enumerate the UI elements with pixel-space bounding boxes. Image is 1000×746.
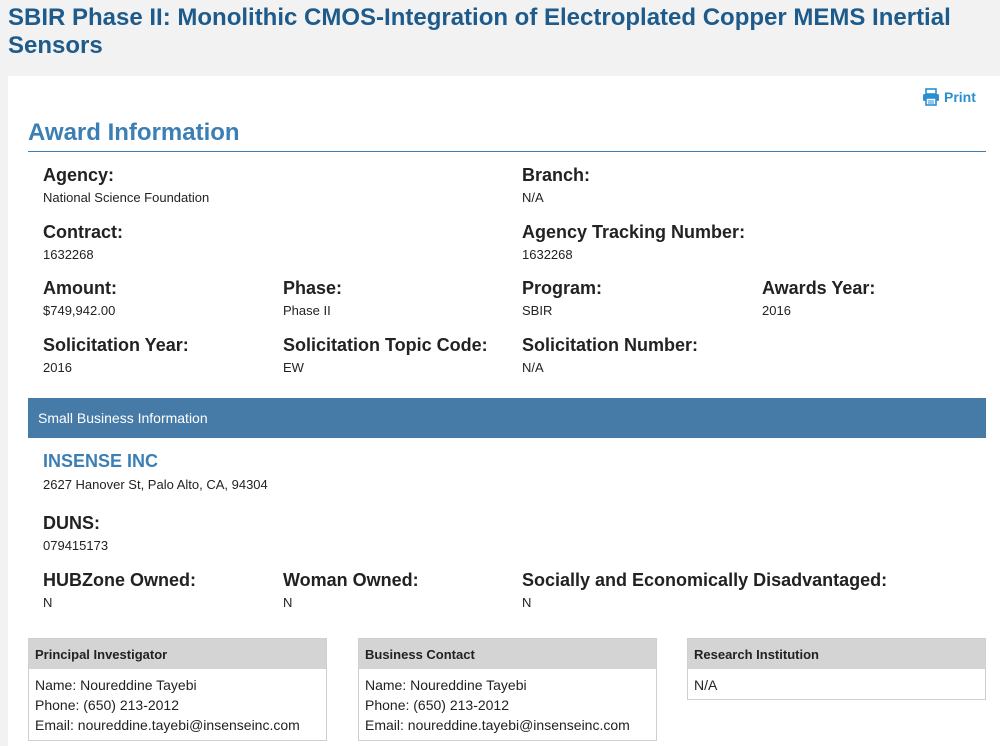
agency-value: National Science Foundation bbox=[43, 190, 210, 205]
bc-phone: Phone: (650) 213-2012 bbox=[365, 697, 509, 713]
awards-year-value: 2016 bbox=[762, 303, 791, 318]
pi-name: Name: Noureddine Tayebi bbox=[35, 677, 197, 693]
disadvantaged-field bbox=[522, 569, 887, 611]
agency-tracking-field bbox=[522, 221, 745, 263]
agency-field bbox=[43, 164, 209, 206]
branch-label: Branch: bbox=[522, 165, 591, 185]
agency-tracking-label: Agency Tracking Number: bbox=[522, 222, 746, 242]
awards-year-label: Awards Year: bbox=[762, 278, 876, 298]
award-section-title: Award Information bbox=[28, 119, 240, 146]
woman-owned-label: Woman Owned: bbox=[283, 570, 419, 590]
pi-email: Email: noureddine.tayebi@insenseinc.com bbox=[35, 717, 300, 733]
phase-label: Phase: bbox=[283, 278, 343, 298]
disadvantaged-value: N bbox=[522, 595, 532, 610]
print-link[interactable] bbox=[922, 88, 976, 106]
research-institution-header: Research Institution bbox=[688, 639, 985, 669]
ri-value: N/A bbox=[694, 677, 718, 693]
hubzone-field bbox=[43, 569, 196, 611]
program-label: Program: bbox=[522, 278, 603, 298]
research-institution-box bbox=[687, 638, 986, 700]
company-name-link[interactable]: INSENSE INC bbox=[43, 451, 159, 471]
bc-email: Email: noureddine.tayebi@insenseinc.com bbox=[365, 717, 630, 733]
contract-label: Contract: bbox=[43, 222, 123, 242]
small-business-header: Small Business Information bbox=[28, 398, 986, 438]
branch-value: N/A bbox=[522, 190, 544, 205]
duns-value: 079415173 bbox=[43, 538, 109, 553]
print-label[interactable]: Print bbox=[944, 89, 976, 105]
solicitation-year-field bbox=[43, 334, 189, 376]
solicitation-year-value: 2016 bbox=[43, 360, 72, 375]
hubzone-value: N bbox=[43, 595, 53, 610]
program-value: SBIR bbox=[522, 303, 553, 318]
hubzone-label: HUBZone Owned: bbox=[43, 570, 196, 590]
woman-owned-value: N bbox=[283, 595, 293, 610]
principal-investigator-header: Principal Investigator bbox=[29, 639, 326, 669]
business-contact-header: Business Contact bbox=[359, 639, 656, 669]
amount-field bbox=[43, 277, 117, 319]
program-field bbox=[522, 277, 602, 319]
solicitation-topic-value: EW bbox=[283, 360, 304, 375]
awards-year-field bbox=[762, 277, 875, 319]
woman-owned-field bbox=[283, 569, 419, 611]
page-title: SBIR Phase II: Monolithic CMOS-Integration of Electroplated Copper MEMS Inertial Sensors bbox=[8, 4, 951, 59]
pi-phone: Phone: (650) 213-2012 bbox=[35, 697, 179, 713]
contract-value: 1632268 bbox=[43, 247, 94, 262]
bc-name: Name: Noureddine Tayebi bbox=[365, 677, 527, 693]
solicitation-number-value: N/A bbox=[522, 360, 544, 375]
duns-field bbox=[43, 512, 108, 554]
business-contact-box bbox=[358, 638, 657, 741]
branch-field bbox=[522, 164, 590, 206]
amount-value: $749,942.00 bbox=[43, 303, 116, 318]
company-address: 2627 Hanover St, Palo Alto, CA, 94304 bbox=[43, 477, 268, 492]
section-divider bbox=[28, 151, 986, 152]
disadvantaged-label: Socially and Economically Disadvantaged: bbox=[522, 570, 888, 590]
solicitation-topic-label: Solicitation Topic Code: bbox=[283, 335, 488, 355]
solicitation-topic-field bbox=[283, 334, 488, 376]
solicitation-year-label: Solicitation Year: bbox=[43, 335, 189, 355]
solicitation-number-label: Solicitation Number: bbox=[522, 335, 699, 355]
agency-tracking-value: 1632268 bbox=[522, 247, 573, 262]
agency-label: Agency: bbox=[43, 165, 115, 185]
solicitation-number-field bbox=[522, 334, 698, 376]
contract-field bbox=[43, 221, 123, 263]
principal-investigator-box bbox=[28, 638, 327, 741]
amount-label: Amount: bbox=[43, 278, 117, 298]
duns-label: DUNS: bbox=[43, 513, 100, 533]
printer-icon bbox=[922, 88, 940, 106]
phase-value: Phase II bbox=[283, 303, 331, 318]
phase-field bbox=[283, 277, 342, 319]
